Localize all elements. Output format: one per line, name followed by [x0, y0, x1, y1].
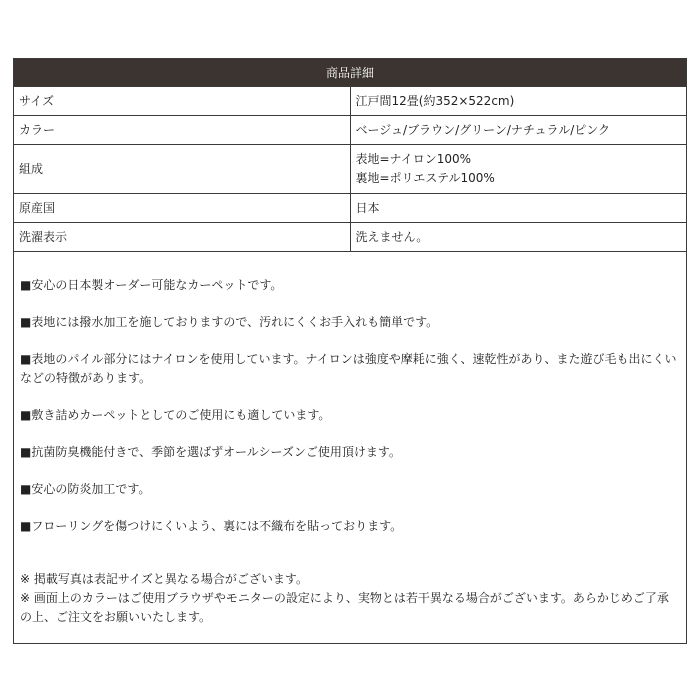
feature-item: ■敷き詰めカーペットとしてのご使用にも適しています。	[20, 408, 331, 422]
feature-item: ■表地には撥水加工を施しておりますので、汚れにくくお手入れも簡単です。	[20, 315, 439, 329]
spec-label: 洗濯表示	[14, 223, 350, 252]
spec-row-composition	[14, 145, 686, 194]
spec-row-origin	[14, 194, 686, 223]
spec-row-color	[14, 116, 686, 145]
notes-section	[20, 570, 680, 627]
spec-value: 江戸間12畳(約352×522cm)	[350, 87, 686, 116]
spec-value: 日本	[350, 194, 686, 223]
feature-item: ■表地のパイル部分にはナイロンを使用しています。ナイロンは強度や摩耗に強く、速乾性があり、また遊び毛も出にくいなどの特徴があります。	[20, 352, 677, 385]
note-item: ※ 画面上のカラーはご使用ブラウザやモニターの設定により、実物とは若干異なる場合がございます。あらかじめご了承の上、ご注文をお願いいたします。	[20, 591, 669, 624]
spec-value: 洗えません。	[350, 223, 686, 252]
spec-value	[350, 145, 686, 194]
spec-table	[14, 59, 686, 252]
spec-row-washing	[14, 223, 686, 252]
spec-row-size	[14, 87, 686, 116]
spec-value-line: 表地=ナイロン100%	[355, 152, 472, 166]
spec-value: ベージュ/ブラウン/グリーン/ナチュラル/ピンク	[350, 116, 686, 145]
spec-label: 原産国	[14, 194, 350, 223]
spec-value-line: 裏地=ポリエステル100%	[355, 171, 495, 185]
note-item: ※ 掲載写真は表記サイズと異なる場合がございます。	[20, 572, 308, 586]
feature-item: ■抗菌防臭機能付きで、季節を選ばずオールシーズンご使用頂けます。	[20, 445, 401, 459]
product-details-panel	[13, 58, 687, 644]
feature-item: ■安心の防炎加工です。	[20, 482, 151, 496]
feature-item: ■安心の日本製オーダー可能なカーペットです。	[20, 278, 283, 292]
product-description	[14, 276, 686, 627]
spec-label: カラー	[14, 116, 350, 145]
spec-label: 組成	[14, 145, 350, 194]
feature-item: ■フローリングを傷つけにくいよう、裏には不織布を貼っております。	[20, 519, 403, 533]
table-title: 商品詳細	[14, 59, 686, 87]
spec-label: サイズ	[14, 87, 350, 116]
